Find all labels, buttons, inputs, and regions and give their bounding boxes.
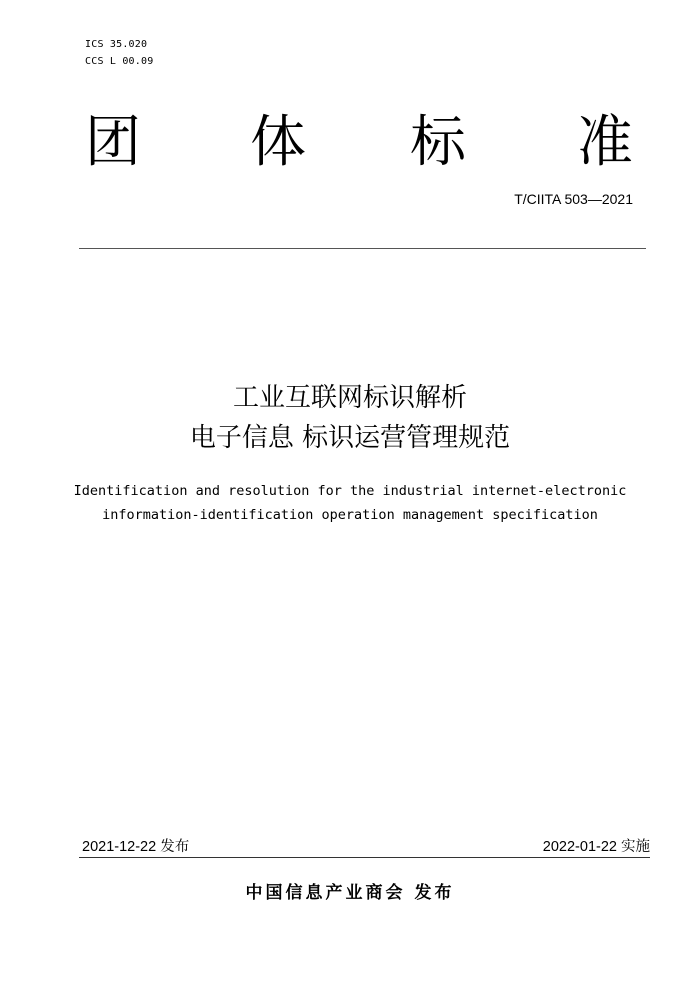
banner-char-4: 准 [577, 110, 633, 175]
top-divider [79, 248, 646, 249]
banner-char-1: 团 [85, 110, 141, 175]
standard-type-banner [85, 108, 650, 178]
english-title-line-1: Identification and resolution for the industrial internet-electronic [73, 483, 627, 499]
implementation-date: 2022-01-22 实施 [542, 839, 650, 855]
ics-code: ICS 35.020 [85, 39, 148, 50]
ccs-code: CCS L 00.09 [85, 56, 154, 67]
standard-number: T/CIITA 503—2021 [514, 191, 633, 207]
publisher: 中国信息产业商会 发布 [245, 883, 455, 903]
classification-codes [85, 36, 153, 70]
english-title-line-2: information-identification operation management specification [102, 507, 598, 523]
bottom-divider [79, 857, 650, 858]
issue-date: 2021-12-22 发布 [82, 839, 190, 855]
banner-char-3: 标 [410, 110, 466, 175]
chinese-title-line-2: 电子信息 标识运营管理规范 [189, 423, 511, 453]
chinese-title-line-1: 工业互联网标识解析 [232, 383, 467, 413]
banner-char-2: 体 [250, 110, 306, 175]
